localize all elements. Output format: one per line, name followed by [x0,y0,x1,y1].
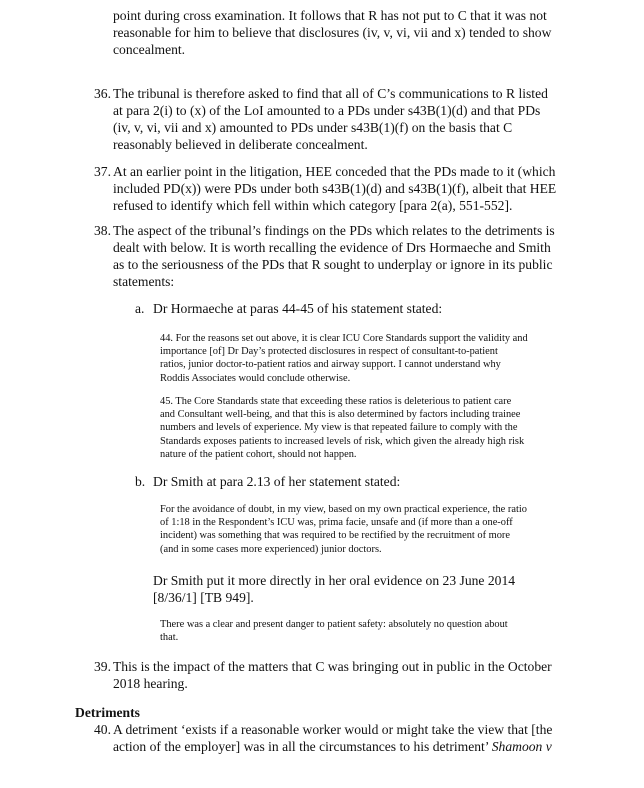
paragraph-37 [113,163,556,214]
text-line: 2018 hearing. [113,676,188,691]
text-line: Dr Smith put it more directly in her oral evidence on 23 June 2014 [153,573,516,588]
text-line: (iv, v, vi, vii and x) amounted to PDs under s43B(1)(f) on the basis that C [113,120,513,135]
paragraph-39 [113,658,552,692]
text-line [113,738,552,755]
text-line: A detriment ‘exists if a reasonable worker would or might take the view that [the [113,722,553,737]
paragraph-38 [113,222,555,290]
quote-line: nature of the patient cohort, should not happen. [160,448,357,460]
text-line: dealt with below. It is worth recalling the evidence of Drs Hormaeche and Smith [113,240,551,255]
paragraph-number: 39. [94,659,111,674]
text-line: at para 2(i) to (x) of the LoI amounted to a PDs under s43B(1)(d) and that PDs [113,103,541,118]
block-quote [160,332,528,385]
text-line: refused to identify which fell within which category [para 2(a), 551-552]. [113,198,513,213]
section-heading: Detriments [75,705,140,720]
subparagraph-text: Dr Hormaeche at paras 44-45 of his statement stated: [153,301,443,316]
paragraph-number: 40. [94,722,111,737]
text-line: included PD(x)) were PDs under both s43B(1)(d) and s43B(1)(f), albeit that HEE [113,181,557,196]
quote-line: (and in some cases more experienced) junior doctors. [160,543,382,555]
quote-line: 45. The Core Standards state that exceeding these ratios is deleterious to patient care [160,396,512,407]
quote-line: importance [of] Dr Day’s protected disclosures in respect of consultant-to-patient [160,346,498,358]
quote-line: and Consultant well-being, and that this is also determined by factors including trainee [160,409,521,421]
quote-line: incident) was something that was required to be rectified by the recruitment of more [160,530,510,542]
text-line: as to the seriousness of the PDs that R sought to underplay or ignore in its public [113,257,553,272]
quote-line: that. [160,632,179,644]
text-line: At an earlier point in the litigation, HEE conceded that the PDs made to it (which [113,164,556,179]
text-line: point during cross examination. It follows that R has not put to C that it was not [113,8,547,23]
paragraph-36 [113,85,548,153]
subparagraph-label: a. [135,301,145,316]
subparagraph-label: b. [135,474,146,489]
block-quote [160,618,508,644]
text-line: The aspect of the tribunal’s findings on the PDs which relates to the detriments is [113,223,555,238]
text-line: reasonable for him to believe that disclosures (iv, v, vi, vii and x) tended to show [113,25,552,40]
text-line: [8/36/1] [TB 949]. [153,590,254,605]
quote-line: of 1:18 in the Respondent’s ICU was, prima facie, unsafe and (if more than a one-off [160,517,513,529]
case-name: Shamoon v [491,739,552,754]
text-segment: action of the employer] was in all the circumstances to his detriment’ [113,739,492,754]
text-line: reasonably believed in deliberate concealment. [113,137,368,152]
follow-on-text [153,572,515,606]
text-line: statements: [113,274,175,289]
paragraph-40 [113,721,552,755]
quote-line: There was a clear and present danger to patient safety: absolutely no question about [160,619,508,630]
paragraph-number: 37. [94,164,111,179]
quote-line: numbers and levels of experience. My view is that repeated failure to comply with the [160,422,518,434]
paragraph-number: 36. [94,86,111,101]
paragraph-number: 38. [94,223,111,238]
text-line: This is the impact of the matters that C was bringing out in public in the October [113,659,552,674]
quote-line: For the avoidance of doubt, in my view, based on my own practical experience, the ratio [160,504,527,515]
block-quote [160,395,524,461]
quote-line: 44. For the reasons set out above, it is clear ICU Core Standards support the validity and [160,333,528,344]
text-line: The tribunal is therefore asked to find that all of C’s communications to R listed [113,86,548,101]
subparagraph-text: Dr Smith at para 2.13 of her statement stated: [153,474,401,489]
quote-line: Standards exposes patients to increased levels of risk, which given the already high risk [160,435,525,447]
intro-paragraph [113,7,551,58]
block-quote [160,503,527,556]
text-line: concealment. [113,42,186,57]
quote-line: Roddis Associates would conclude otherwise. [160,372,351,384]
quote-line: ratios, junior doctor-to-patient ratios and airway support. I cannot understand why [160,359,501,371]
